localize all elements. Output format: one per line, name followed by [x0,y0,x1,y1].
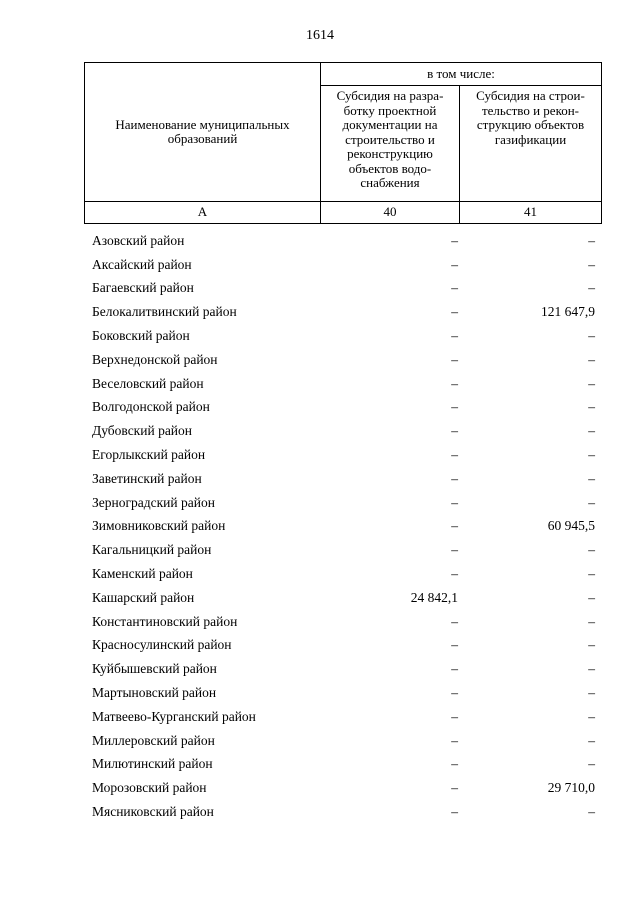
row-value-40: – [451,399,458,415]
row-name: Морозовский район [92,780,207,796]
header-index-41: 41 [460,202,602,224]
row-value-41: – [588,804,595,820]
row-value-41: – [588,494,595,510]
header-index-40: 40 [321,202,460,224]
row-name: Кагальницкий район [92,542,212,558]
table-header [84,62,602,224]
row-value-41: – [588,280,595,296]
header-index-a: А [85,202,321,224]
row-value-40: 24 842,1 [410,589,458,605]
table-row [84,348,600,372]
row-value-41: – [588,708,595,724]
row-name: Заветинский район [92,470,202,486]
row-value-40: – [451,304,458,320]
row-name: Милютинский район [92,756,213,772]
row-value-41: – [588,470,595,486]
row-value-40: – [451,708,458,724]
header-group-label: в том числе: [321,63,602,86]
row-value-40: – [451,756,458,772]
table-row [84,300,600,324]
table-row [84,586,600,610]
row-value-41: – [588,732,595,748]
header-col-41-title: Субсидия на строи-тельство и рекон-струкцию объектов газификации [460,86,602,202]
row-name: Константиновский район [92,613,238,629]
row-name: Волгодонской район [92,399,210,415]
table-row [84,491,600,515]
row-value-41: – [588,328,595,344]
row-name: Матвеево-Курганский район [92,708,256,724]
row-value-40: – [451,780,458,796]
row-name: Багаевский район [92,280,194,296]
table-row [84,657,600,681]
table-row [84,776,600,800]
row-name: Миллеровский район [92,732,215,748]
row-value-41: – [588,423,595,439]
row-name: Веселовский район [92,375,204,391]
row-value-40: – [451,661,458,677]
table-row [84,610,600,634]
row-name: Зимовниковский район [92,518,226,534]
row-value-40: – [451,351,458,367]
row-name: Мартыновский район [92,685,217,701]
row-value-40: – [451,685,458,701]
row-name: Каменский район [92,566,193,582]
row-value-40: – [451,280,458,296]
table-row [84,443,600,467]
table-row [84,634,600,658]
row-value-40: – [451,447,458,463]
row-value-41: – [588,542,595,558]
row-name: Зерноградский район [92,494,215,510]
row-value-41: – [588,685,595,701]
table-row [84,538,600,562]
row-name: Егорлыкский район [92,447,206,463]
row-value-41: – [588,589,595,605]
row-value-40: – [451,494,458,510]
row-value-41: – [588,756,595,772]
table-row [84,729,600,753]
row-value-40: – [451,613,458,629]
row-value-41: – [588,351,595,367]
row-name: Дубовский район [92,423,193,439]
row-name: Мясниковский район [92,804,214,820]
row-value-41: – [588,566,595,582]
page-number: 1614 [306,28,334,43]
table-row [84,253,600,277]
row-value-41: 121 647,9 [541,304,595,320]
row-name: Верхнедонской район [92,351,218,367]
row-value-41: – [588,232,595,248]
row-value-41: – [588,399,595,415]
table-row [84,562,600,586]
row-value-40: – [451,423,458,439]
row-value-40: – [451,566,458,582]
table-row [84,277,600,301]
table-row [84,229,600,253]
table-row [84,753,600,777]
row-value-41: – [588,256,595,272]
row-value-40: – [451,637,458,653]
table-row [84,396,600,420]
table-row [84,467,600,491]
table-row [84,515,600,539]
table-row [84,800,600,824]
row-value-40: – [451,542,458,558]
table-row [84,372,600,396]
row-value-40: – [451,518,458,534]
header-col-40-title: Субсидия на разра-ботку проектной документации на строительство и реконструкцию объектов водо-снабжения [321,86,460,202]
row-value-41: – [588,447,595,463]
table-row [84,681,600,705]
row-name: Куйбышевский район [92,661,217,677]
row-value-40: – [451,375,458,391]
table-body [84,229,600,824]
row-value-40: – [451,804,458,820]
table-row [84,419,600,443]
row-value-40: – [451,328,458,344]
row-value-41: – [588,375,595,391]
row-value-41: – [588,661,595,677]
row-value-40: – [451,256,458,272]
row-name: Кашарский район [92,589,195,605]
table-row [84,324,600,348]
table-row [84,705,600,729]
row-value-41: – [588,637,595,653]
row-value-40: – [451,470,458,486]
row-value-41: 60 945,5 [547,518,595,534]
row-name: Азовский район [92,232,185,248]
header-name-column: Наименование муниципальных образований [85,63,321,202]
row-name: Боковский район [92,328,190,344]
row-name: Аксайский район [92,256,192,272]
row-name: Белокалитвинский район [92,304,237,320]
row-name: Красносулинский район [92,637,232,653]
row-value-40: – [451,232,458,248]
row-value-41: 29 710,0 [547,780,595,796]
row-value-40: – [451,732,458,748]
row-value-41: – [588,613,595,629]
